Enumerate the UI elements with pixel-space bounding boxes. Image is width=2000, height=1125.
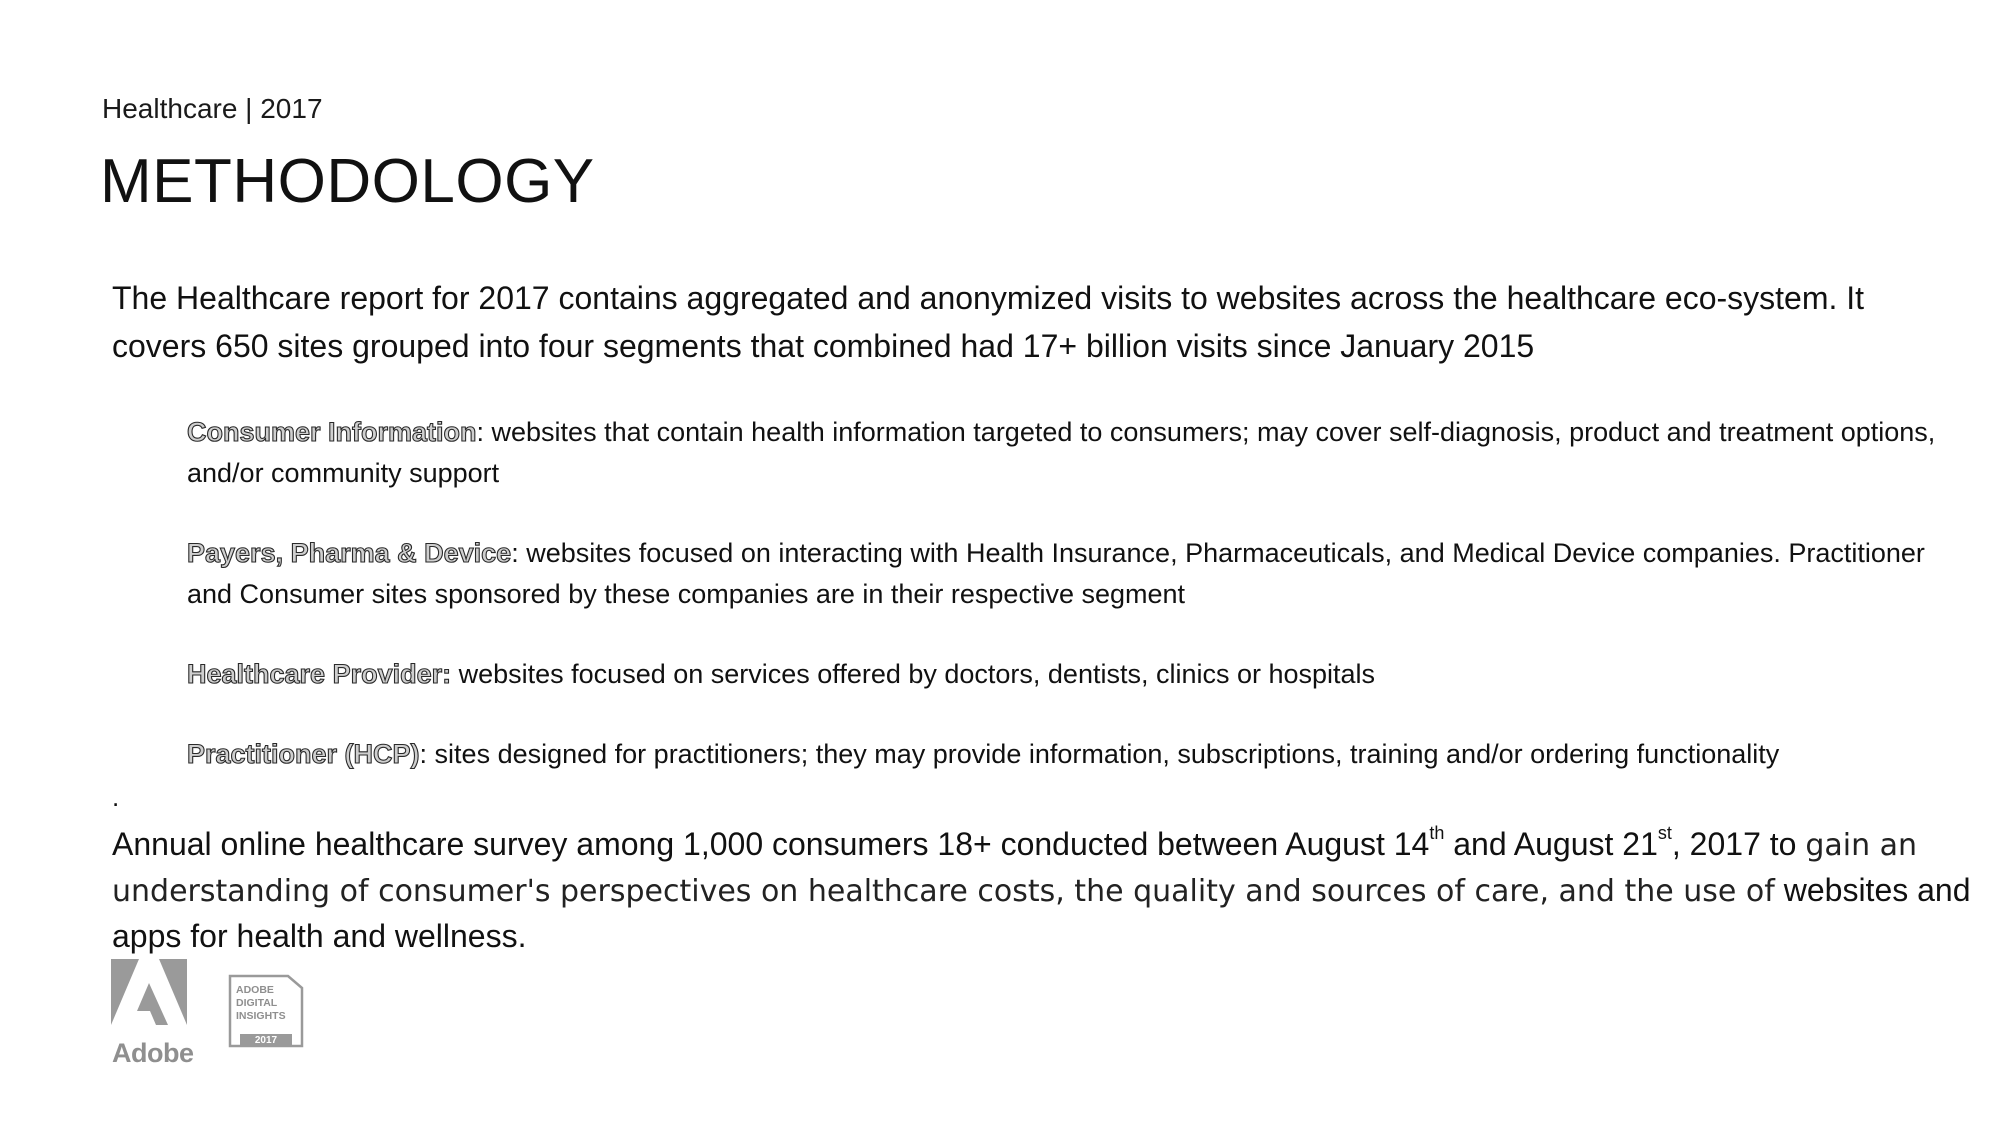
segment-name: Payers, Pharma & Device <box>187 538 512 568</box>
survey-sup-th: th <box>1429 823 1445 843</box>
segment-list <box>187 412 1967 775</box>
segment-description: : sites designed for practitioners; they may provide information, subscriptions, training and/or ordering functionality <box>419 739 1780 769</box>
survey-text-1: Annual online healthcare survey among 1,000 consumers 18+ conducted between August 14 <box>112 826 1430 862</box>
segment-practitioner <box>187 734 1967 775</box>
badge-year: 2017 <box>240 1034 292 1047</box>
survey-text-3: , 2017 to <box>1671 826 1806 862</box>
segment-name: Practitioner (HCP) <box>187 739 420 769</box>
segment-consumer-information <box>187 412 1967 494</box>
survey-sup-st: st <box>1657 823 1672 843</box>
segment-name: Healthcare Provider: <box>187 659 452 689</box>
survey-text-4: gain an understanding of consumer's perspectives on healthcare costs, the quality and sources of care, and the use of <box>112 828 1918 909</box>
segment-name: Consumer Information <box>187 417 477 447</box>
survey-text-5: websites and apps for health and wellness. <box>112 872 1971 954</box>
segment-description: websites focused on services offered by doctors, dentists, clinics or hospitals <box>451 659 1376 689</box>
page-title: METHODOLOGY <box>100 147 595 216</box>
report-kicker: Healthcare | 2017 <box>102 93 323 124</box>
survey-paragraph <box>112 822 1972 959</box>
intro-paragraph: The Healthcare report for 2017 contains aggregated and anonymized visits to websites across the healthcare eco-system. It covers 650 sites grouped into four segments that combined had 17+ billion visits since January 2015 <box>112 280 1865 364</box>
segment-healthcare-provider <box>187 654 1967 695</box>
badge-line-insights: INSIGHTS <box>236 1010 286 1022</box>
segment-description: : websites focused on interacting with Health Insurance, Pharmaceuticals, and Medical Device companies. Practitioner and Consumer sites sponsored by these companies are in their respective segment <box>187 538 1925 609</box>
adobe-wordmark: Adobe <box>112 1038 194 1068</box>
segment-description: : websites that contain health information targeted to consumers; may cover self-diagnosis, product and treatment options, and/or community support <box>187 417 1936 488</box>
badge-line-digital: DIGITAL <box>236 997 278 1009</box>
badge-line-adobe: ADOBE <box>236 984 274 996</box>
stray-period: . <box>112 782 120 812</box>
badge-label <box>236 984 296 1023</box>
segment-payers-pharma-device <box>187 533 1967 615</box>
survey-text-2: and August 21 <box>1444 826 1658 862</box>
